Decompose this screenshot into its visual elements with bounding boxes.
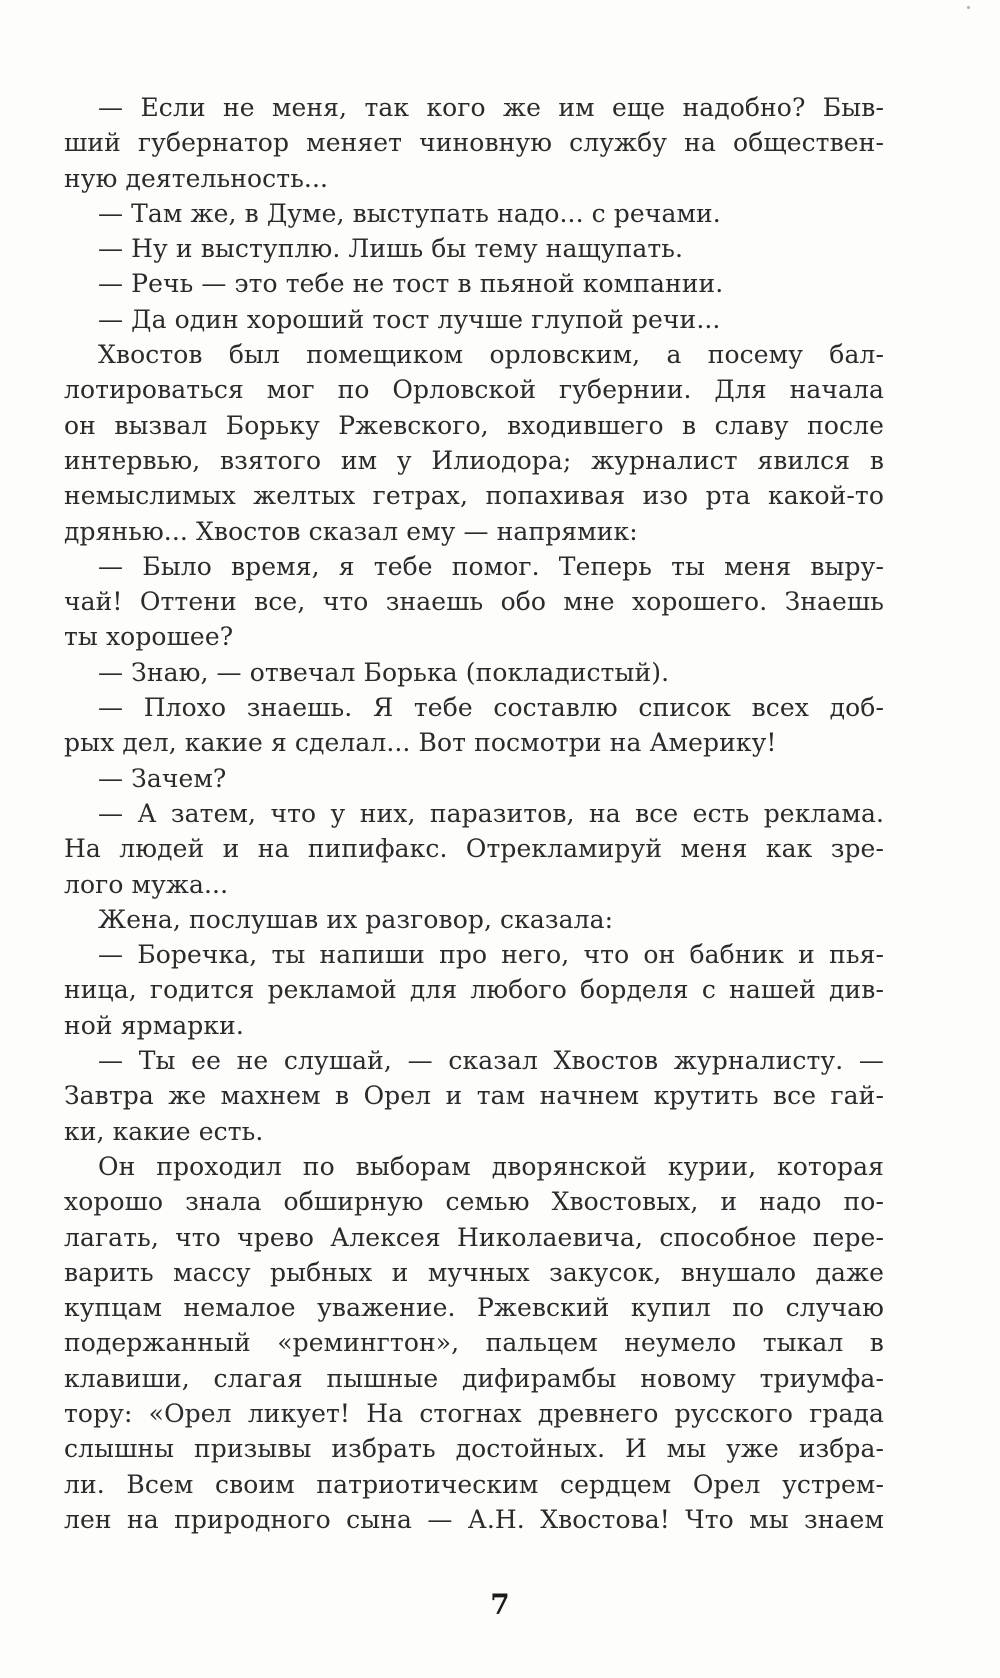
text-line: — Плохо знаешь. Я тебе составлю список всех доб- [98,693,884,723]
text-line: чай! Оттени все, что знаешь обо мне хорошего. Знаешь [64,587,884,617]
text-line: ную деятельность... [64,163,329,193]
text-line: клавиши, слагая пышные дифирамбы новому триумфа- [64,1363,884,1393]
text-line: ки, какие есть. [64,1116,264,1146]
text-line: тору: «Орел ликует! На стогнах древнего русского града [64,1398,884,1428]
page-number: 7 [490,1588,510,1621]
text-line: — Зачем? [98,763,227,793]
text-line: Он проходил по выборам дворянской курии, которая [98,1151,884,1181]
text-line: — А затем, что у них, паразитов, на все есть реклама. [98,798,884,828]
text-line: подержанный «ремингтон», пальцем неумело тыкал в [64,1328,884,1358]
text-line: ли. Всем своим патриотическим сердцем Орел устрем- [64,1469,884,1499]
text-line: слышны призывы избрать достойных. И мы уже избра- [64,1434,884,1464]
text-line: — Там же, в Думе, выступать надо... с речами. [98,198,721,228]
text-line: лого мужа... [64,869,229,899]
text-line: Завтра же махнем в Орел и там начнем крутить все гай- [64,1081,884,1111]
text-line: — Ну и выступлю. Лишь бы тему нащупать. [98,234,684,264]
text-line: ший губернатор меняет чиновную службу на обществен- [64,128,884,158]
text-line: Жена, послушав их разговор, сказала: [98,904,614,934]
text-line: интервью, взятого им у Илиодора; журналист явился в [64,445,884,475]
text-line: На людей и на пипифакс. Отрекламируй меня как зре- [64,834,884,864]
text-line: рых дел, какие я сделал... Вот посмотри на Америку! [64,728,777,758]
text-line: лен на природного сына — А.Н. Хвостова! Что мы знаем [64,1504,884,1534]
text-line: — Боречка, ты напиши про него, что он бабник и пья- [98,940,884,970]
text-line: Хвостов был помещиком орловским, а посему бал- [98,340,884,370]
text-line: немыслимых желтых гетрах, попахивая изо рта какой-то [64,481,884,511]
text-line: лотироваться мог по Орловской губернии. Для начала [64,375,884,405]
text-line: — Знаю, — отвечал Борька (покладистый). [98,657,670,687]
text-line: — Если не меня, так кого же им еще надобно? Быв- [98,93,884,122]
text-line: — Ты ее не слушай, — сказал Хвостов журналисту. — [98,1046,884,1076]
text-line: ной ярмарки. [64,1010,244,1040]
text-line: ница, годится рекламой для любого борделя с нашей див- [64,975,884,1005]
text-line: варить массу рыбных и мучных закусок, внушало даже [64,1257,884,1287]
text-line: ты хорошее? [64,622,234,652]
text-line: — Речь — это тебе не тост в пьяной компании. [98,269,724,299]
scan-speck [967,6,970,9]
text-line: купцам немалое уважение. Ржевский купил по случаю [64,1293,884,1323]
text-line: дрянью... Хвостов сказал ему — напрямик: [64,516,638,546]
body-text [64,90,884,1537]
text-line: хорошо знала обширную семью Хвостовых, и надо по- [64,1187,884,1217]
text-line: — Да один хороший тост лучше глупой речи... [98,304,721,334]
text-line: лагать, что чрево Алексея Николаевича, способное пере- [64,1222,884,1252]
text-line: он вызвал Борьку Ржевского, входившего в славу после [64,410,884,440]
text-line: — Было время, я тебе помог. Теперь ты меня выру- [98,551,884,581]
